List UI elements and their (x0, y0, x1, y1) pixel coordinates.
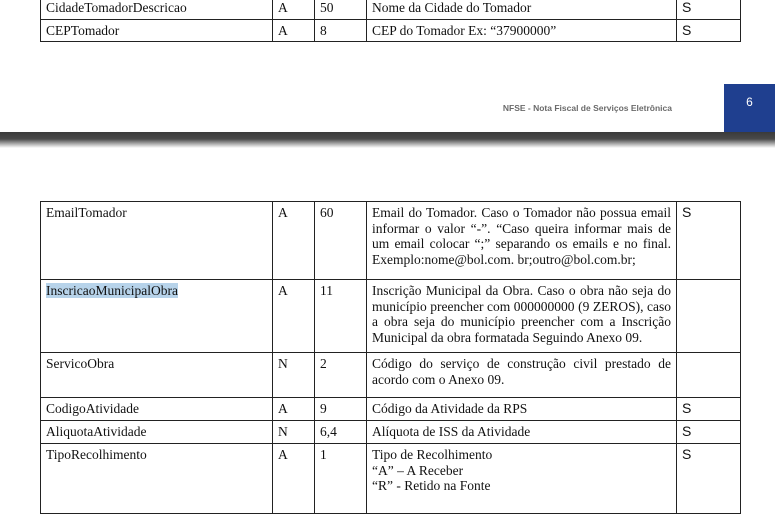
selected-text-highlight[interactable]: InscricaoMunicipalObra (46, 283, 178, 298)
type-cell: A (273, 19, 315, 42)
type-cell: N (273, 421, 315, 444)
size-cell: 2 (315, 353, 367, 398)
description-cell: Código da Atividade da RPS (367, 398, 677, 421)
table-row (41, 353, 741, 398)
size-cell: 11 (315, 280, 367, 353)
type-cell: A (273, 280, 315, 353)
type-cell: A (273, 0, 315, 19)
required-cell: S (677, 398, 741, 421)
footer-document-title: NFSE - Nota Fiscal de Serviços Eletrônica (502, 103, 672, 113)
field-name-cell: TipoRecolhimento (41, 444, 273, 514)
page-number-badge: 6 (724, 84, 775, 132)
description-cell: Email do Tomador. Caso o Tomador não possua email informar o valor “-”. “Caso queira informar mais de um email colocar “;” separando os emails e no final. Exemplo:nome@bol.com. br;outro@bol.com.br; (367, 202, 677, 280)
table-row (41, 280, 741, 353)
size-cell: 9 (315, 398, 367, 421)
table-row (41, 444, 741, 514)
size-cell: 1 (315, 444, 367, 514)
table-row (41, 421, 741, 444)
required-cell: S (677, 421, 741, 444)
type-cell: A (273, 202, 315, 280)
type-cell: N (273, 353, 315, 398)
size-cell: 8 (315, 19, 367, 42)
description-cell: Código do serviço de construção civil prestado de acordo com o Anexo 09. (367, 353, 677, 398)
table-row (41, 398, 741, 421)
description-cell (367, 444, 677, 514)
description-text: Tipo de Recolhimento (372, 447, 493, 462)
field-table (40, 201, 741, 514)
description-cell: Inscrição Municipal da Obra. Caso o obra não seja do município preencher com 000000000 (9 ZEROS), caso a obra seja do município preencher com a Inscrição Municipal da obra formatada Seguindo Anexo 09. (367, 280, 677, 353)
field-name-cell: CEPTomador (41, 19, 273, 42)
option-line: “R” - Retido na Fonte (372, 478, 491, 493)
field-name-cell: CidadeTomadorDescricao (41, 0, 273, 19)
field-name-cell: AliquotaAtividade (41, 421, 273, 444)
description-cell: Alíquota de ISS da Atividade (367, 421, 677, 444)
required-cell: S (677, 444, 741, 514)
type-cell: A (273, 398, 315, 421)
required-cell: S (677, 202, 741, 280)
size-cell: 60 (315, 202, 367, 280)
size-cell: 6,4 (315, 421, 367, 444)
required-cell (677, 353, 741, 398)
option-line: “A” – A Receber (372, 462, 464, 478)
description-cell: CEP do Tomador Ex: “37900000” (367, 19, 677, 42)
description-cell: Nome da Cidade do Tomador (367, 0, 677, 19)
field-name-cell (41, 280, 273, 353)
size-cell: 50 (315, 0, 367, 19)
page-separator (0, 132, 775, 148)
field-table-previous-page (40, 0, 741, 42)
table-row (41, 202, 741, 280)
table-row (41, 0, 741, 19)
type-cell: A (273, 444, 315, 514)
field-name-cell: CodigoAtividade (41, 398, 273, 421)
field-name-cell: EmailTomador (41, 202, 273, 280)
field-name-cell: ServicoObra (41, 353, 273, 398)
required-cell: S (677, 19, 741, 42)
required-cell: S (677, 0, 741, 19)
table-row (41, 19, 741, 42)
required-cell (677, 280, 741, 353)
